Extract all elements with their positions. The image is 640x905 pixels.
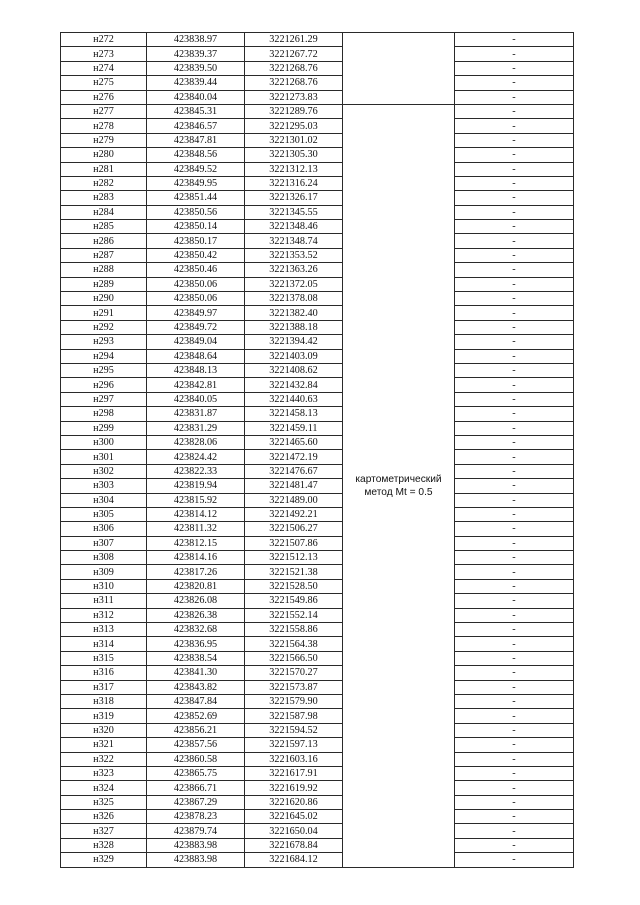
y-coordinate-cell: 3221267.72 [245, 47, 343, 61]
x-coordinate-cell: 423836.95 [147, 637, 245, 651]
table-row [61, 810, 574, 824]
y-coordinate-cell: 3221268.76 [245, 61, 343, 75]
table-row [61, 738, 574, 752]
method-cell-empty [343, 33, 455, 105]
x-coordinate-cell: 423811.32 [147, 522, 245, 536]
point-id-cell: н291 [61, 306, 147, 320]
mark-cell: - [455, 752, 574, 766]
x-coordinate-cell: 423865.75 [147, 766, 245, 780]
table-row [61, 378, 574, 392]
mark-cell: - [455, 407, 574, 421]
point-id-cell: н316 [61, 666, 147, 680]
mark-cell: - [455, 738, 574, 752]
mark-cell: - [455, 536, 574, 550]
point-id-cell: н278 [61, 119, 147, 133]
mark-cell: - [455, 493, 574, 507]
point-id-cell: н313 [61, 623, 147, 637]
x-coordinate-cell: 423831.29 [147, 421, 245, 435]
mark-cell: - [455, 33, 574, 47]
x-coordinate-cell: 423847.84 [147, 694, 245, 708]
mark-cell: - [455, 335, 574, 349]
mark-cell: - [455, 551, 574, 565]
coordinates-table [60, 32, 574, 868]
y-coordinate-cell: 3221558.86 [245, 623, 343, 637]
y-coordinate-cell: 3221619.92 [245, 781, 343, 795]
point-id-cell: н289 [61, 277, 147, 291]
y-coordinate-cell: 3221684.12 [245, 853, 343, 867]
y-coordinate-cell: 3221353.52 [245, 248, 343, 262]
x-coordinate-cell: 423843.82 [147, 680, 245, 694]
y-coordinate-cell: 3221403.09 [245, 349, 343, 363]
mark-cell: - [455, 320, 574, 334]
mark-cell: - [455, 637, 574, 651]
x-coordinate-cell: 423848.64 [147, 349, 245, 363]
table-row [61, 522, 574, 536]
y-coordinate-cell: 3221458.13 [245, 407, 343, 421]
mark-cell: - [455, 392, 574, 406]
table-row [61, 33, 574, 47]
x-coordinate-cell: 423856.21 [147, 723, 245, 737]
point-id-cell: н315 [61, 651, 147, 665]
x-coordinate-cell: 423883.98 [147, 838, 245, 852]
table-row [61, 47, 574, 61]
table-row [61, 694, 574, 708]
point-id-cell: н281 [61, 162, 147, 176]
mark-cell: - [455, 464, 574, 478]
x-coordinate-cell: 423850.42 [147, 248, 245, 262]
y-coordinate-cell: 3221521.38 [245, 565, 343, 579]
x-coordinate-cell: 423815.92 [147, 493, 245, 507]
y-coordinate-cell: 3221594.52 [245, 723, 343, 737]
table-row [61, 536, 574, 550]
x-coordinate-cell: 423850.14 [147, 220, 245, 234]
y-coordinate-cell: 3221645.02 [245, 810, 343, 824]
y-coordinate-cell: 3221587.98 [245, 709, 343, 723]
y-coordinate-cell: 3221394.42 [245, 335, 343, 349]
point-id-cell: н301 [61, 450, 147, 464]
table-row [61, 148, 574, 162]
point-id-cell: н328 [61, 838, 147, 852]
point-id-cell: н288 [61, 263, 147, 277]
y-coordinate-cell: 3221289.76 [245, 104, 343, 118]
mark-cell: - [455, 608, 574, 622]
y-coordinate-cell: 3221301.02 [245, 133, 343, 147]
y-coordinate-cell: 3221506.27 [245, 522, 343, 536]
point-id-cell: н297 [61, 392, 147, 406]
mark-cell: - [455, 723, 574, 737]
x-coordinate-cell: 423857.56 [147, 738, 245, 752]
y-coordinate-cell: 3221603.16 [245, 752, 343, 766]
point-id-cell: н306 [61, 522, 147, 536]
point-id-cell: н324 [61, 781, 147, 795]
point-id-cell: н299 [61, 421, 147, 435]
y-coordinate-cell: 3221570.27 [245, 666, 343, 680]
y-coordinate-cell: 3221489.00 [245, 493, 343, 507]
mark-cell: - [455, 623, 574, 637]
method-cell [343, 104, 455, 867]
point-id-cell: н300 [61, 435, 147, 449]
x-coordinate-cell: 423867.29 [147, 795, 245, 809]
point-id-cell: н327 [61, 824, 147, 838]
y-coordinate-cell: 3221507.86 [245, 536, 343, 550]
y-coordinate-cell: 3221382.40 [245, 306, 343, 320]
x-coordinate-cell: 423850.17 [147, 234, 245, 248]
y-coordinate-cell: 3221465.60 [245, 435, 343, 449]
table-row [61, 191, 574, 205]
point-id-cell: н292 [61, 320, 147, 334]
mark-cell: - [455, 853, 574, 867]
y-coordinate-cell: 3221268.76 [245, 76, 343, 90]
mark-cell: - [455, 148, 574, 162]
mark-cell: - [455, 838, 574, 852]
table-row [61, 205, 574, 219]
point-id-cell: н311 [61, 594, 147, 608]
y-coordinate-cell: 3221261.29 [245, 33, 343, 47]
x-coordinate-cell: 423878.23 [147, 810, 245, 824]
table-row [61, 450, 574, 464]
x-coordinate-cell: 423850.46 [147, 263, 245, 277]
x-coordinate-cell: 423849.95 [147, 176, 245, 190]
x-coordinate-cell: 423822.33 [147, 464, 245, 478]
y-coordinate-cell: 3221552.14 [245, 608, 343, 622]
y-coordinate-cell: 3221481.47 [245, 479, 343, 493]
y-coordinate-cell: 3221579.90 [245, 694, 343, 708]
y-coordinate-cell: 3221363.26 [245, 263, 343, 277]
y-coordinate-cell: 3221316.24 [245, 176, 343, 190]
table-row [61, 565, 574, 579]
table-row [61, 551, 574, 565]
table-row [61, 853, 574, 867]
y-coordinate-cell: 3221564.38 [245, 637, 343, 651]
mark-cell: - [455, 507, 574, 521]
x-coordinate-cell: 423839.37 [147, 47, 245, 61]
y-coordinate-cell: 3221566.50 [245, 651, 343, 665]
x-coordinate-cell: 423839.44 [147, 76, 245, 90]
mark-cell: - [455, 61, 574, 75]
x-coordinate-cell: 423826.08 [147, 594, 245, 608]
x-coordinate-cell: 423849.04 [147, 335, 245, 349]
y-coordinate-cell: 3221345.55 [245, 205, 343, 219]
mark-cell: - [455, 594, 574, 608]
point-id-cell: н320 [61, 723, 147, 737]
method-note-line1: картометрический [355, 473, 442, 485]
point-id-cell: н318 [61, 694, 147, 708]
table-row [61, 766, 574, 780]
y-coordinate-cell: 3221312.13 [245, 162, 343, 176]
table-row [61, 781, 574, 795]
mark-cell: - [455, 220, 574, 234]
y-coordinate-cell: 3221597.13 [245, 738, 343, 752]
point-id-cell: н298 [61, 407, 147, 421]
x-coordinate-cell: 423860.58 [147, 752, 245, 766]
point-id-cell: н274 [61, 61, 147, 75]
x-coordinate-cell: 423817.26 [147, 565, 245, 579]
point-id-cell: н322 [61, 752, 147, 766]
mark-cell: - [455, 651, 574, 665]
mark-cell: - [455, 191, 574, 205]
point-id-cell: н287 [61, 248, 147, 262]
mark-cell: - [455, 694, 574, 708]
point-id-cell: н279 [61, 133, 147, 147]
x-coordinate-cell: 423850.56 [147, 205, 245, 219]
table-row [61, 133, 574, 147]
point-id-cell: н273 [61, 47, 147, 61]
coordinates-table-body [61, 33, 574, 868]
point-id-cell: н276 [61, 90, 147, 104]
mark-cell: - [455, 766, 574, 780]
x-coordinate-cell: 423852.69 [147, 709, 245, 723]
table-row [61, 407, 574, 421]
method-note-line2: метод Mt = 0.5 [364, 486, 433, 498]
y-coordinate-cell: 3221528.50 [245, 579, 343, 593]
table-row [61, 795, 574, 809]
point-id-cell: н323 [61, 766, 147, 780]
x-coordinate-cell: 423879.74 [147, 824, 245, 838]
point-id-cell: н326 [61, 810, 147, 824]
x-coordinate-cell: 423838.97 [147, 33, 245, 47]
point-id-cell: н321 [61, 738, 147, 752]
x-coordinate-cell: 423832.68 [147, 623, 245, 637]
x-coordinate-cell: 423820.81 [147, 579, 245, 593]
table-row [61, 320, 574, 334]
mark-cell: - [455, 522, 574, 536]
point-id-cell: н285 [61, 220, 147, 234]
mark-cell: - [455, 133, 574, 147]
y-coordinate-cell: 3221678.84 [245, 838, 343, 852]
mark-cell: - [455, 292, 574, 306]
y-coordinate-cell: 3221378.08 [245, 292, 343, 306]
x-coordinate-cell: 423883.98 [147, 853, 245, 867]
y-coordinate-cell: 3221388.18 [245, 320, 343, 334]
mark-cell: - [455, 263, 574, 277]
table-row [61, 104, 574, 118]
point-id-cell: н329 [61, 853, 147, 867]
mark-cell: - [455, 680, 574, 694]
table-row [61, 608, 574, 622]
table-row [61, 90, 574, 104]
point-id-cell: н272 [61, 33, 147, 47]
x-coordinate-cell: 423848.56 [147, 148, 245, 162]
point-id-cell: н309 [61, 565, 147, 579]
y-coordinate-cell: 3221492.21 [245, 507, 343, 521]
y-coordinate-cell: 3221326.17 [245, 191, 343, 205]
mark-cell: - [455, 90, 574, 104]
point-id-cell: н286 [61, 234, 147, 248]
x-coordinate-cell: 423838.54 [147, 651, 245, 665]
point-id-cell: н282 [61, 176, 147, 190]
x-coordinate-cell: 423850.06 [147, 292, 245, 306]
point-id-cell: н314 [61, 637, 147, 651]
mark-cell: - [455, 176, 574, 190]
mark-cell: - [455, 47, 574, 61]
table-row [61, 479, 574, 493]
point-id-cell: н325 [61, 795, 147, 809]
point-id-cell: н283 [61, 191, 147, 205]
mark-cell: - [455, 363, 574, 377]
y-coordinate-cell: 3221472.19 [245, 450, 343, 464]
point-id-cell: н280 [61, 148, 147, 162]
mark-cell: - [455, 76, 574, 90]
x-coordinate-cell: 423840.05 [147, 392, 245, 406]
mark-cell: - [455, 306, 574, 320]
table-row [61, 263, 574, 277]
table-row [61, 61, 574, 75]
table-row [61, 176, 574, 190]
y-coordinate-cell: 3221512.13 [245, 551, 343, 565]
point-id-cell: н294 [61, 349, 147, 363]
point-id-cell: н319 [61, 709, 147, 723]
mark-cell: - [455, 666, 574, 680]
mark-cell: - [455, 479, 574, 493]
point-id-cell: н304 [61, 493, 147, 507]
mark-cell: - [455, 709, 574, 723]
x-coordinate-cell: 423814.12 [147, 507, 245, 521]
mark-cell: - [455, 162, 574, 176]
table-row [61, 421, 574, 435]
x-coordinate-cell: 423826.38 [147, 608, 245, 622]
table-row [61, 723, 574, 737]
table-row [61, 435, 574, 449]
table-row [61, 579, 574, 593]
table-row [61, 363, 574, 377]
x-coordinate-cell: 423850.06 [147, 277, 245, 291]
mark-cell: - [455, 824, 574, 838]
table-row [61, 162, 574, 176]
y-coordinate-cell: 3221650.04 [245, 824, 343, 838]
point-id-cell: н296 [61, 378, 147, 392]
mark-cell: - [455, 104, 574, 118]
mark-cell: - [455, 205, 574, 219]
table-row [61, 666, 574, 680]
table-row [61, 220, 574, 234]
x-coordinate-cell: 423847.81 [147, 133, 245, 147]
mark-cell: - [455, 234, 574, 248]
y-coordinate-cell: 3221295.03 [245, 119, 343, 133]
y-coordinate-cell: 3221620.86 [245, 795, 343, 809]
table-row [61, 637, 574, 651]
table-row [61, 248, 574, 262]
y-coordinate-cell: 3221305.30 [245, 148, 343, 162]
x-coordinate-cell: 423839.50 [147, 61, 245, 75]
x-coordinate-cell: 423824.42 [147, 450, 245, 464]
table-row [61, 752, 574, 766]
mark-cell: - [455, 450, 574, 464]
mark-cell: - [455, 435, 574, 449]
x-coordinate-cell: 423846.57 [147, 119, 245, 133]
x-coordinate-cell: 423831.87 [147, 407, 245, 421]
mark-cell: - [455, 119, 574, 133]
x-coordinate-cell: 423848.13 [147, 363, 245, 377]
x-coordinate-cell: 423849.72 [147, 320, 245, 334]
mark-cell: - [455, 421, 574, 435]
table-row [61, 349, 574, 363]
point-id-cell: н293 [61, 335, 147, 349]
y-coordinate-cell: 3221372.05 [245, 277, 343, 291]
x-coordinate-cell: 423851.44 [147, 191, 245, 205]
point-id-cell: н312 [61, 608, 147, 622]
y-coordinate-cell: 3221476.67 [245, 464, 343, 478]
point-id-cell: н317 [61, 680, 147, 694]
point-id-cell: н303 [61, 479, 147, 493]
point-id-cell: н295 [61, 363, 147, 377]
table-row [61, 392, 574, 406]
table-row [61, 623, 574, 637]
y-coordinate-cell: 3221549.86 [245, 594, 343, 608]
y-coordinate-cell: 3221440.63 [245, 392, 343, 406]
point-id-cell: н275 [61, 76, 147, 90]
table-row [61, 292, 574, 306]
point-id-cell: н290 [61, 292, 147, 306]
mark-cell: - [455, 565, 574, 579]
table-row [61, 464, 574, 478]
x-coordinate-cell: 423828.06 [147, 435, 245, 449]
mark-cell: - [455, 378, 574, 392]
table-row [61, 680, 574, 694]
table-row [61, 651, 574, 665]
mark-cell: - [455, 810, 574, 824]
y-coordinate-cell: 3221573.87 [245, 680, 343, 694]
y-coordinate-cell: 3221459.11 [245, 421, 343, 435]
x-coordinate-cell: 423819.94 [147, 479, 245, 493]
x-coordinate-cell: 423814.16 [147, 551, 245, 565]
table-row [61, 594, 574, 608]
table-row [61, 234, 574, 248]
x-coordinate-cell: 423842.81 [147, 378, 245, 392]
point-id-cell: н310 [61, 579, 147, 593]
mark-cell: - [455, 248, 574, 262]
point-id-cell: н308 [61, 551, 147, 565]
x-coordinate-cell: 423841.30 [147, 666, 245, 680]
y-coordinate-cell: 3221273.83 [245, 90, 343, 104]
table-row [61, 507, 574, 521]
x-coordinate-cell: 423845.31 [147, 104, 245, 118]
mark-cell: - [455, 579, 574, 593]
mark-cell: - [455, 795, 574, 809]
table-row [61, 119, 574, 133]
table-row [61, 709, 574, 723]
y-coordinate-cell: 3221432.84 [245, 378, 343, 392]
point-id-cell: н277 [61, 104, 147, 118]
table-row [61, 824, 574, 838]
x-coordinate-cell: 423849.52 [147, 162, 245, 176]
table-row [61, 335, 574, 349]
mark-cell: - [455, 349, 574, 363]
x-coordinate-cell: 423812.15 [147, 536, 245, 550]
mark-cell: - [455, 277, 574, 291]
table-row [61, 76, 574, 90]
point-id-cell: н302 [61, 464, 147, 478]
point-id-cell: н307 [61, 536, 147, 550]
table-row [61, 306, 574, 320]
point-id-cell: н305 [61, 507, 147, 521]
x-coordinate-cell: 423849.97 [147, 306, 245, 320]
table-row [61, 838, 574, 852]
table-row [61, 493, 574, 507]
y-coordinate-cell: 3221408.62 [245, 363, 343, 377]
point-id-cell: н284 [61, 205, 147, 219]
y-coordinate-cell: 3221348.74 [245, 234, 343, 248]
y-coordinate-cell: 3221617.91 [245, 766, 343, 780]
x-coordinate-cell: 423866.71 [147, 781, 245, 795]
y-coordinate-cell: 3221348.46 [245, 220, 343, 234]
mark-cell: - [455, 781, 574, 795]
x-coordinate-cell: 423840.04 [147, 90, 245, 104]
table-row [61, 277, 574, 291]
